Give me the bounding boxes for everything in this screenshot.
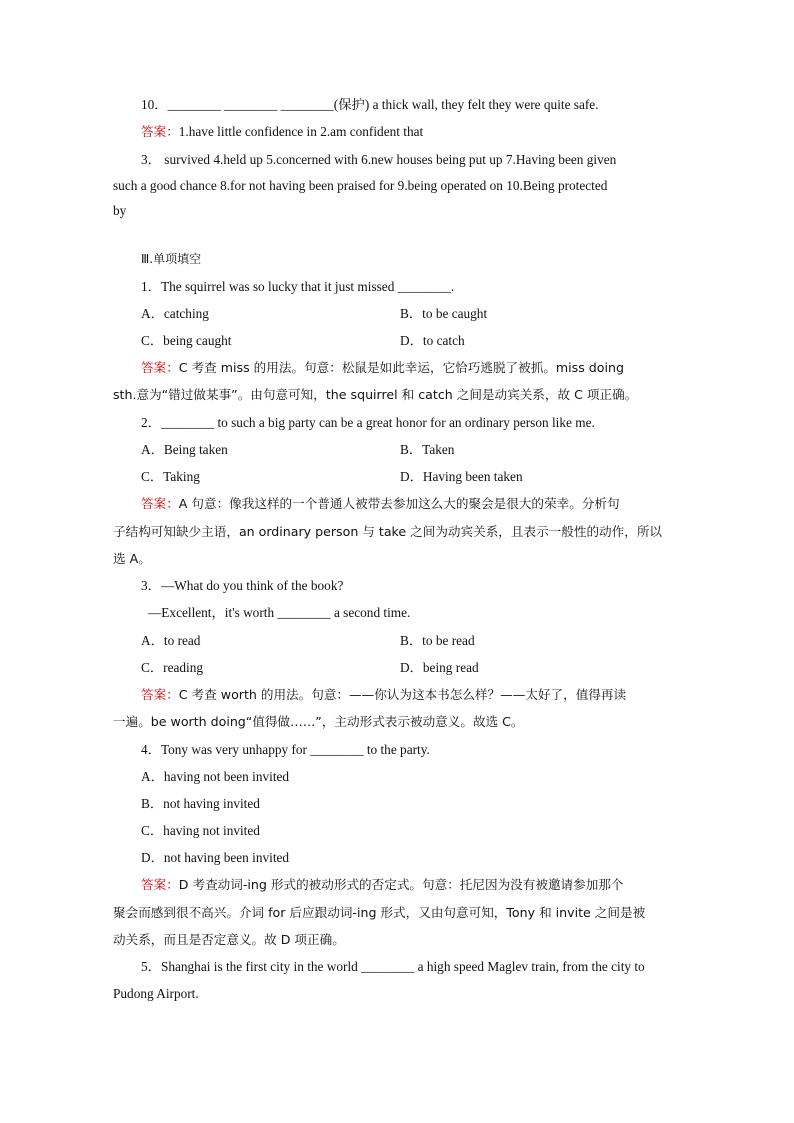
answer-part2-line2: 3． survived 4.held up 5.concerned with 6.new houses being put up 7.Having been given xyxy=(141,152,617,167)
question-5-stem-line1: 5．Shanghai is the first city in the world ________ a high speed Maglev train, from the city to xyxy=(141,959,645,974)
question-3-analysis-line1 xyxy=(141,686,709,704)
question-4-option-a: A．having not been invited xyxy=(141,769,290,784)
answer-label: 答案： xyxy=(141,687,179,702)
question-4-analysis-line2: 聚会而感到很不高兴。介词 for 后应跟动词-ing 形式，又由句意可知，Tony 和 invite 之间是被 xyxy=(113,905,646,920)
question-4-option-d: D．not having been invited xyxy=(141,850,290,865)
question-1-option-a: A．catching xyxy=(141,306,209,321)
section-heading: Ⅲ.单项填空 xyxy=(141,252,202,266)
question-3-option-b: B．to be read xyxy=(400,633,475,648)
answer-part2-line1 xyxy=(141,123,709,141)
question-3-analysis-line2: 一遍。be worth doing“值得做……”，主动形式表示被动意义。故选 C。 xyxy=(113,714,524,729)
question-2-option-d: D．Having been taken xyxy=(400,469,523,484)
question-2-analysis-line3: 选 A。 xyxy=(113,551,151,566)
answer-label: 答案： xyxy=(141,496,179,511)
question-2-option-b: B．Taken xyxy=(400,442,455,457)
question-4-analysis-line1 xyxy=(141,876,709,894)
question-5-stem-line2: Pudong Airport. xyxy=(113,986,199,1001)
question-2-stem: 2．________ to such a big party can be a great honor for an ordinary person like me. xyxy=(141,415,595,430)
question-1-stem: 1．The squirrel was so lucky that it just missed ________. xyxy=(141,279,455,294)
question-1-option-d: D．to catch xyxy=(400,333,465,348)
question-2-analysis-line2: 子结构可知缺少主语，an ordinary person 与 take 之间为动宾关系，且表示一般性的动作，所以 xyxy=(113,524,663,539)
question-2-option-a: A．Being taken xyxy=(141,442,228,457)
question-3-option-a: A．to read xyxy=(141,633,201,648)
question-1-analysis-line2: sth.意为“错过做某事”。由句意可知，the squirrel 和 catch 之间是动宾关系，故 C 项正确。 xyxy=(113,387,638,402)
answer-label: 答案： xyxy=(141,360,179,375)
answer-label: 答案： xyxy=(141,877,179,892)
question-3-stem-line1: 3．—What do you think of the book? xyxy=(141,578,344,593)
answer-label: 答案： xyxy=(141,124,179,139)
question-4-stem: 4．Tony was very unhappy for ________ to the party. xyxy=(141,742,430,757)
analysis-text: C 考查 miss 的用法。句意：松鼠是如此幸运，它恰巧逃脱了被抓。miss doing xyxy=(178,360,624,375)
analysis-text: D 考查动词-ing 形式的被动形式的否定式。句意：托尼因为没有被邀请参加那个 xyxy=(178,877,624,892)
question-10: 10．________ ________ ________(保护) a thick wall, they felt they were quite safe. xyxy=(141,97,599,112)
question-4-option-b: B．not having invited xyxy=(141,796,260,811)
question-3-option-d: D．being read xyxy=(400,660,479,675)
question-4-analysis-line3: 动关系，而且是否定意义。故 D 项正确。 xyxy=(113,932,345,947)
question-2-analysis-line1 xyxy=(141,495,709,513)
question-1-option-c: C．being caught xyxy=(141,333,232,348)
question-4-option-c: C．having not invited xyxy=(141,823,260,838)
question-1-analysis-line1 xyxy=(141,359,709,377)
question-3-stem-line2: —Excellent，it's worth ________ a second time. xyxy=(148,605,411,620)
analysis-text: C 考查 worth 的用法。句意：——你认为这本书怎么样？——太好了，值得再读 xyxy=(178,687,627,702)
question-1-option-b: B．to be caught xyxy=(400,306,488,321)
question-2-option-c: C．Taking xyxy=(141,469,200,484)
question-3-option-c: C．reading xyxy=(141,660,204,675)
answer-text: 1.have little confidence in 2.am confident that xyxy=(178,124,424,139)
answer-part2-line4: by xyxy=(113,203,127,218)
analysis-text: A 句意：像我这样的一个普通人被带去参加这么大的聚会是很大的荣幸。分析句 xyxy=(178,496,620,511)
answer-part2-line3: such a good chance 8.for not having been praised for 9.being operated on 10.Being protected xyxy=(113,178,608,193)
